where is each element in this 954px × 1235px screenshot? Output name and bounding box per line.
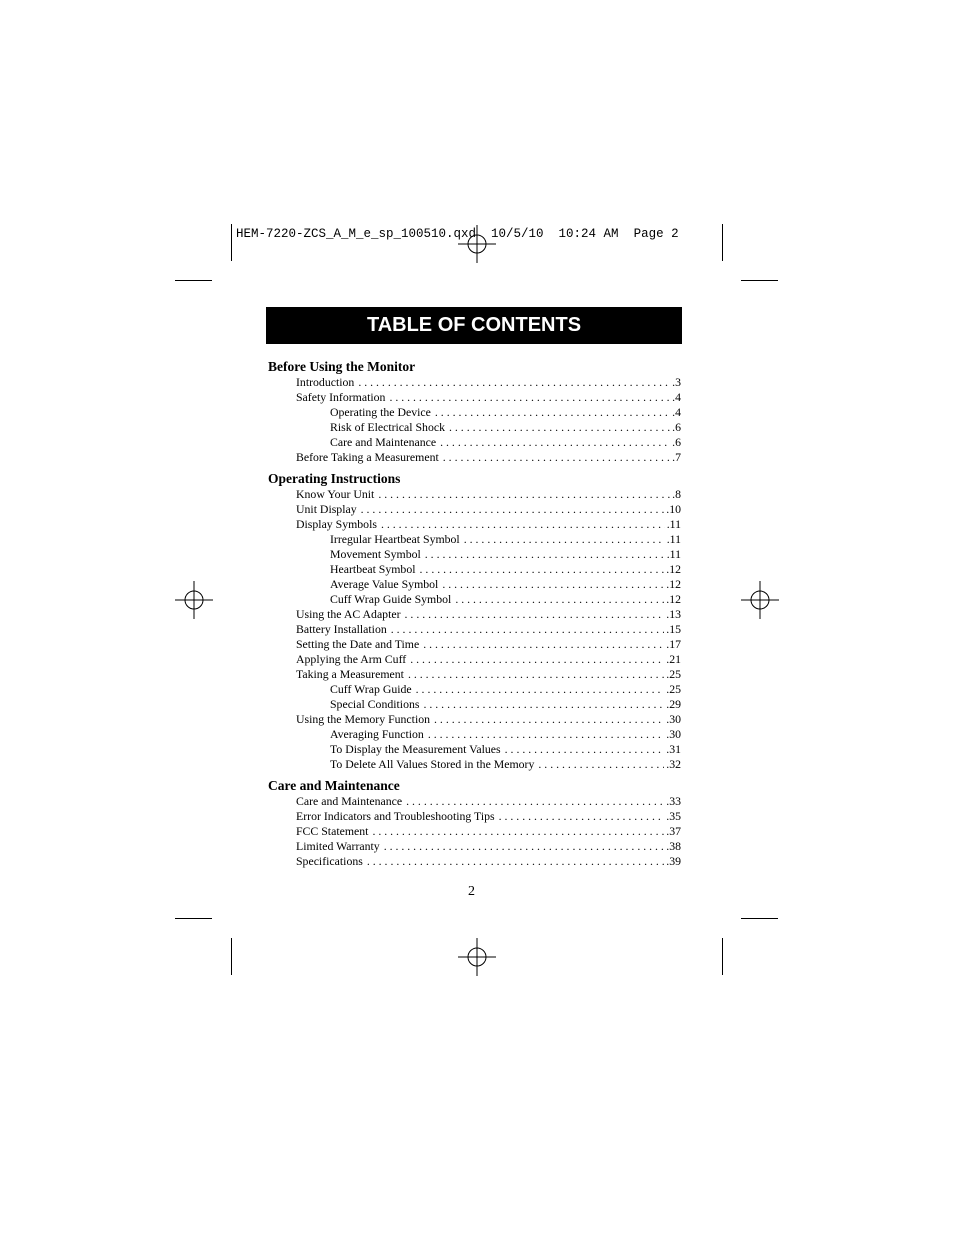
toc-entry-label: Average Value Symbol [330,577,439,591]
dot-leader [408,667,664,682]
toc-entry-label: Using the AC Adapter [296,607,401,621]
toc-entry[interactable] [268,682,681,697]
toc-entry-page: .39 [666,854,681,868]
toc-entry[interactable] [268,435,681,450]
toc-entry-label: Setting the Date and Time [296,637,420,651]
page-title: TABLE OF CONTENTS [366,314,582,336]
toc-entry-label: Special Conditions [330,697,420,711]
toc-entry-page: .12 [666,592,681,606]
crop-mark-top-left-horizontal [175,280,212,281]
toc-section [268,470,681,772]
toc-entry[interactable] [268,517,681,532]
toc-entry-label: Operating the Device [330,405,431,419]
dot-leader [423,697,664,712]
toc-entry-page: .4 [672,390,681,404]
toc-entry-page: .21 [666,652,681,666]
page-number: 2 [468,884,475,899]
dot-leader [538,757,664,772]
toc-entry-label: Battery Installation [296,622,387,636]
toc-entry-page: .12 [666,562,681,576]
dot-leader [410,652,664,667]
dot-leader [443,450,670,465]
dot-leader [406,794,664,809]
toc-entry-label: Before Taking a Measurement [296,450,439,464]
crop-mark-bottom-right-vertical [722,938,723,975]
section-title: Operating Instructions [268,471,401,486]
toc-entry[interactable] [268,824,681,839]
toc-entry[interactable] [268,637,681,652]
toc-entry-label: Risk of Electrical Shock [330,420,445,434]
toc-entry-page: .30 [666,712,681,726]
dot-leader [420,562,665,577]
dot-leader [367,854,664,869]
dot-leader [358,375,670,390]
toc-entry-page: .17 [666,637,681,651]
toc-entry-label: Applying the Arm Cuff [296,652,407,666]
toc-entry-label: To Delete All Values Stored in the Memory [330,757,535,771]
toc-entry-page: .10 [666,502,681,516]
section-title: Before Using the Monitor [268,359,416,374]
toc-entry[interactable] [268,697,681,712]
toc-entry[interactable] [268,420,681,435]
dot-leader [389,390,670,405]
toc-entry-page: .29 [666,697,681,711]
toc-entry[interactable] [268,577,681,592]
toc-entry-label: Cuff Wrap Guide Symbol [330,592,452,606]
toc-entry-page: .25 [666,682,681,696]
toc-entry-page: .3 [672,375,681,389]
toc-entry-label: Averaging Function [330,727,424,741]
toc-entry[interactable] [268,622,681,637]
dot-leader [384,839,665,854]
registration-mark-top [458,225,496,263]
registration-mark-right [741,581,779,619]
dot-leader [378,487,670,502]
table-of-contents [268,358,681,874]
dot-leader [449,420,670,435]
toc-entry-page: .15 [666,622,681,636]
toc-entry-page: .12 [666,577,681,591]
toc-entry-label: Cuff Wrap Guide [330,682,412,696]
toc-entry[interactable] [268,839,681,854]
toc-entry[interactable] [268,742,681,757]
dot-leader [464,532,665,547]
dot-leader [442,577,664,592]
toc-entry-page: .11 [666,532,681,546]
section-title: Care and Maintenance [268,778,400,793]
dot-leader [416,682,665,697]
dot-leader [428,727,664,742]
dot-leader [405,607,665,622]
dot-leader [435,405,670,420]
crop-mark-top-right-horizontal [741,280,778,281]
toc-entry-label: Know Your Unit [296,487,375,501]
dot-leader [425,547,665,562]
toc-entry-label: Unit Display [296,502,357,516]
toc-entry[interactable] [268,652,681,667]
toc-section [268,777,681,869]
toc-entry-label: FCC Statement [296,824,369,838]
toc-entry-page: .35 [666,809,681,823]
toc-entry[interactable] [268,405,681,420]
registration-mark-bottom [458,938,496,976]
toc-entry[interactable] [268,562,681,577]
toc-entry-label: Introduction [296,375,355,389]
toc-entry-label: Error Indicators and Troubleshooting Tips [296,809,495,823]
toc-entry-label: Display Symbols [296,517,377,531]
crop-mark-bottom-left-horizontal [175,918,212,919]
toc-entry-page: .30 [666,727,681,741]
dot-leader [455,592,664,607]
toc-entry-page: .11 [666,547,681,561]
toc-entry-page: .37 [666,824,681,838]
dot-leader [381,517,665,532]
dot-leader [372,824,664,839]
toc-entry-label: Specifications [296,854,363,868]
toc-entry-label: Limited Warranty [296,839,380,853]
crop-mark-bottom-right-horizontal [741,918,778,919]
toc-entry-page: .32 [666,757,681,771]
dot-leader [361,502,665,517]
toc-entry[interactable] [268,532,681,547]
toc-entry-label: Irregular Heartbeat Symbol [330,532,460,546]
toc-entry-page: .25 [666,667,681,681]
toc-entry-label: Heartbeat Symbol [330,562,416,576]
toc-entry[interactable] [268,794,681,809]
toc-entry[interactable] [268,390,681,405]
toc-entry-page: .38 [666,839,681,853]
dot-leader [505,742,665,757]
toc-entry[interactable] [268,592,681,607]
toc-entry-page: .7 [672,450,681,464]
toc-entry-page: .33 [666,794,681,808]
toc-entry[interactable] [268,712,681,727]
toc-entry-page: .31 [666,742,681,756]
registration-mark-left [175,581,213,619]
toc-entry-label: Care and Maintenance [296,794,403,808]
toc-entry-label: Using the Memory Function [296,712,431,726]
dot-leader [434,712,664,727]
title-bar [266,307,682,344]
toc-entry-page: .4 [672,405,681,419]
toc-entry-page: .6 [672,420,681,434]
crop-mark-bottom-left-vertical [231,938,232,975]
dot-leader [391,622,665,637]
toc-entry-page: .6 [672,435,681,449]
toc-entry-label: Taking a Measurement [296,667,404,681]
toc-entry[interactable] [268,450,681,465]
toc-entry[interactable] [268,547,681,562]
toc-entry[interactable] [268,727,681,742]
print-slug: HEM-7220-ZCS_A_M_e_sp_100510.qxd 10/5/10 10:24 AM Page 2 [236,227,679,241]
toc-entry-page: .8 [672,487,681,501]
toc-entry-label: Care and Maintenance [330,435,437,449]
toc-section [268,358,681,465]
toc-entry-page: .11 [666,517,681,531]
dot-leader [423,637,664,652]
toc-entry-label: Movement Symbol [330,547,421,561]
toc-entry[interactable] [268,809,681,824]
dot-leader [499,809,665,824]
toc-entry[interactable] [268,667,681,682]
crop-mark-top-right-vertical [722,224,723,261]
toc-entry-label: To Display the Measurement Values [330,742,501,756]
toc-entry[interactable] [268,854,681,869]
toc-entry[interactable] [268,757,681,772]
toc-entry-label: Safety Information [296,390,386,404]
toc-entry[interactable] [268,375,681,390]
dot-leader [440,435,670,450]
toc-entry-page: .13 [666,607,681,621]
toc-entry[interactable] [268,502,681,517]
toc-entry[interactable] [268,487,681,502]
toc-entry[interactable] [268,607,681,622]
crop-mark-top-left-vertical [231,224,232,261]
